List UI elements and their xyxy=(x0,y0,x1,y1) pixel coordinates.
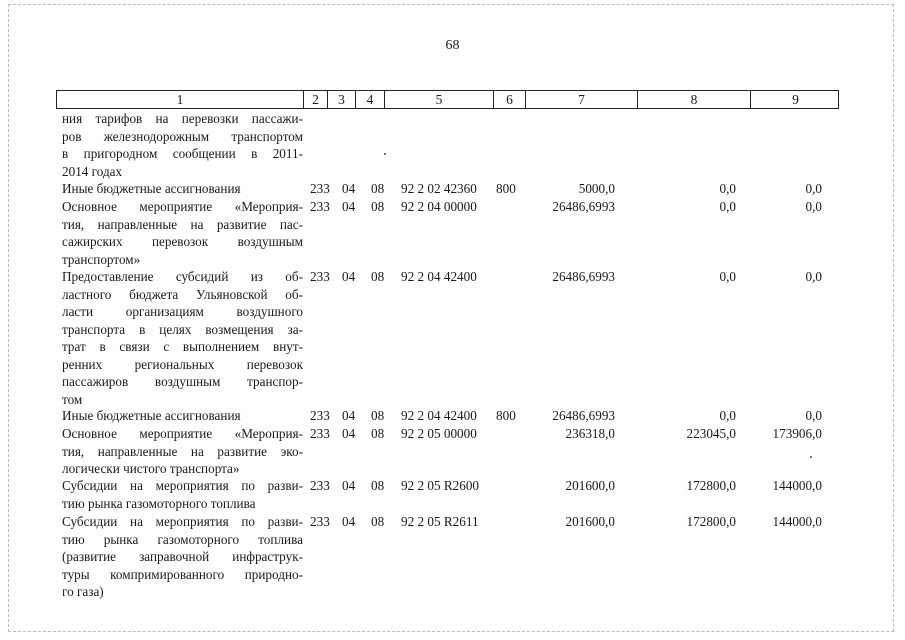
row-name xyxy=(62,110,303,180)
cell-sum-3: 0,0 xyxy=(805,181,822,196)
header-col-6: 6 xyxy=(494,91,526,108)
cell-ved: 233 xyxy=(310,408,330,423)
cell-csr: 92 2 05 00000 xyxy=(401,426,477,441)
table-header xyxy=(56,90,839,109)
scan-speck xyxy=(810,456,812,458)
scan-speck xyxy=(384,153,386,155)
cell-sum-2: 172800,0 xyxy=(686,478,736,493)
cell-ved: 233 xyxy=(310,426,330,441)
row-name-line: тию рынка газомоторного топлива xyxy=(62,495,256,511)
cell-ved: 233 xyxy=(310,269,330,284)
row-name-line: Основное мероприятие «Мероприя- xyxy=(62,199,303,214)
cell-pr: 08 xyxy=(371,181,385,196)
row-name-line: пассажиров воздушным транспор- xyxy=(62,374,303,389)
cell-csr: 92 2 04 00000 xyxy=(401,199,477,214)
cell-ved: 233 xyxy=(310,199,330,214)
row-name-line: ластного бюджета Ульяновской об- xyxy=(62,286,303,302)
header-col-7: 7 xyxy=(526,91,638,108)
cell-pr: 08 xyxy=(371,269,385,284)
cell-sum-3: 173906,0 xyxy=(772,426,822,441)
row-name-line: сажирских перевозок воздушным xyxy=(62,234,303,249)
cell-sum-3: 0,0 xyxy=(805,408,822,423)
cell-sum-2: 172800,0 xyxy=(686,514,736,529)
header-col-9: 9 xyxy=(792,92,799,107)
cell-sum-1: 5000,0 xyxy=(578,181,615,196)
row-name-line: ласти организациям воздушного xyxy=(62,304,303,319)
cell-csr: 92 2 05 R2611 xyxy=(401,514,479,529)
row-name-line: трат в связи с выполнением внут- xyxy=(62,339,303,354)
cell-sum-2: 0,0 xyxy=(719,181,736,196)
cell-rz: 04 xyxy=(342,478,356,493)
cell-rz: 04 xyxy=(342,181,356,196)
row-name-line: транспортом» xyxy=(62,251,141,267)
cell-sum-1: 201600,0 xyxy=(565,514,615,529)
cell-pr: 08 xyxy=(371,199,385,214)
row-name-line: Предоставление субсидий из об- xyxy=(62,269,303,284)
row-name xyxy=(62,198,303,268)
cell-sum-3: 0,0 xyxy=(805,269,822,284)
header-col-4: 4 xyxy=(356,91,385,108)
row-name xyxy=(62,477,303,512)
cell-ved: 233 xyxy=(310,478,330,493)
row-name-line: тия, направленные на развитие эко- xyxy=(62,443,303,459)
cell-sum-2: 0,0 xyxy=(719,269,736,284)
row-name-line: тия, направленные на развитие пас- xyxy=(62,216,303,232)
row-name-line: Иные бюджетные ассигнования xyxy=(62,408,241,423)
row-name-line: тию рынка газомоторного топлива xyxy=(62,531,303,547)
header-col-5: 5 xyxy=(385,91,494,108)
row-name-line: Субсидии на мероприятия по разви- xyxy=(62,514,303,529)
row-name xyxy=(62,425,303,478)
row-name-line: Основное мероприятие «Мероприя- xyxy=(62,426,303,441)
header-col-2: 2 xyxy=(304,91,328,108)
cell-rz: 04 xyxy=(342,514,356,529)
header-col-1: 1 xyxy=(57,91,304,108)
cell-rz: 04 xyxy=(342,408,356,423)
cell-sum-1: 26486,6993 xyxy=(552,199,615,214)
cell-vr: 800 xyxy=(496,408,516,423)
cell-csr: 92 2 04 42400 xyxy=(401,269,477,284)
cell-sum-2: 223045,0 xyxy=(686,426,736,441)
row-name-line: Субсидии на мероприятия по разви- xyxy=(62,478,303,493)
cell-pr: 08 xyxy=(371,478,385,493)
cell-pr: 08 xyxy=(371,514,385,529)
cell-sum-3: 0,0 xyxy=(805,199,822,214)
cell-sum-1: 26486,6993 xyxy=(552,408,615,423)
row-name xyxy=(62,268,303,408)
row-name xyxy=(62,180,303,198)
cell-pr: 08 xyxy=(371,408,385,423)
row-name xyxy=(62,513,303,601)
cell-csr: 92 2 04 42400 xyxy=(401,408,477,423)
cell-sum-3: 144000,0 xyxy=(772,514,822,529)
cell-ved: 233 xyxy=(310,181,330,196)
cell-rz: 04 xyxy=(342,269,356,284)
cell-csr: 92 2 05 R2600 xyxy=(401,478,480,493)
cell-sum-1: 236318,0 xyxy=(565,426,615,441)
header-col-8: 8 xyxy=(638,91,751,108)
row-name-line: го газа) xyxy=(62,584,104,599)
row-name-line: в пригородном сообщении в 2011- xyxy=(62,146,303,161)
row-name-line: ренних региональных перевозок xyxy=(62,356,303,372)
row-name-line: туры компримированного природно- xyxy=(62,566,303,582)
row-name-line: Иные бюджетные ассигнования xyxy=(62,181,241,196)
cell-sum-1: 201600,0 xyxy=(565,478,615,493)
cell-sum-1: 26486,6993 xyxy=(552,269,615,284)
cell-vr: 800 xyxy=(496,181,516,196)
header-col-3: 3 xyxy=(328,91,356,108)
row-name-line: логически чистого транспорта» xyxy=(62,461,240,476)
row-name-line: том xyxy=(62,391,83,407)
row-name-line: 2014 годах xyxy=(62,163,123,179)
cell-pr: 08 xyxy=(371,426,385,441)
row-name-line: (развитие заправочной инфраструк- xyxy=(62,549,303,564)
cell-rz: 04 xyxy=(342,199,356,214)
row-name-line: ния тарифов на перевозки пассажи- xyxy=(62,111,303,126)
page-number: 68 xyxy=(445,38,460,53)
cell-csr: 92 2 02 42360 xyxy=(401,181,477,196)
cell-sum-2: 0,0 xyxy=(719,408,736,423)
row-name-line: транспорта в целях возмещения за- xyxy=(62,321,303,337)
cell-ved: 233 xyxy=(310,514,330,529)
row-name xyxy=(62,407,303,425)
cell-rz: 04 xyxy=(342,426,356,441)
cell-sum-2: 0,0 xyxy=(719,199,736,214)
row-name-line: ров железнодорожным транспортом xyxy=(62,128,303,144)
cell-sum-3: 144000,0 xyxy=(772,478,822,493)
